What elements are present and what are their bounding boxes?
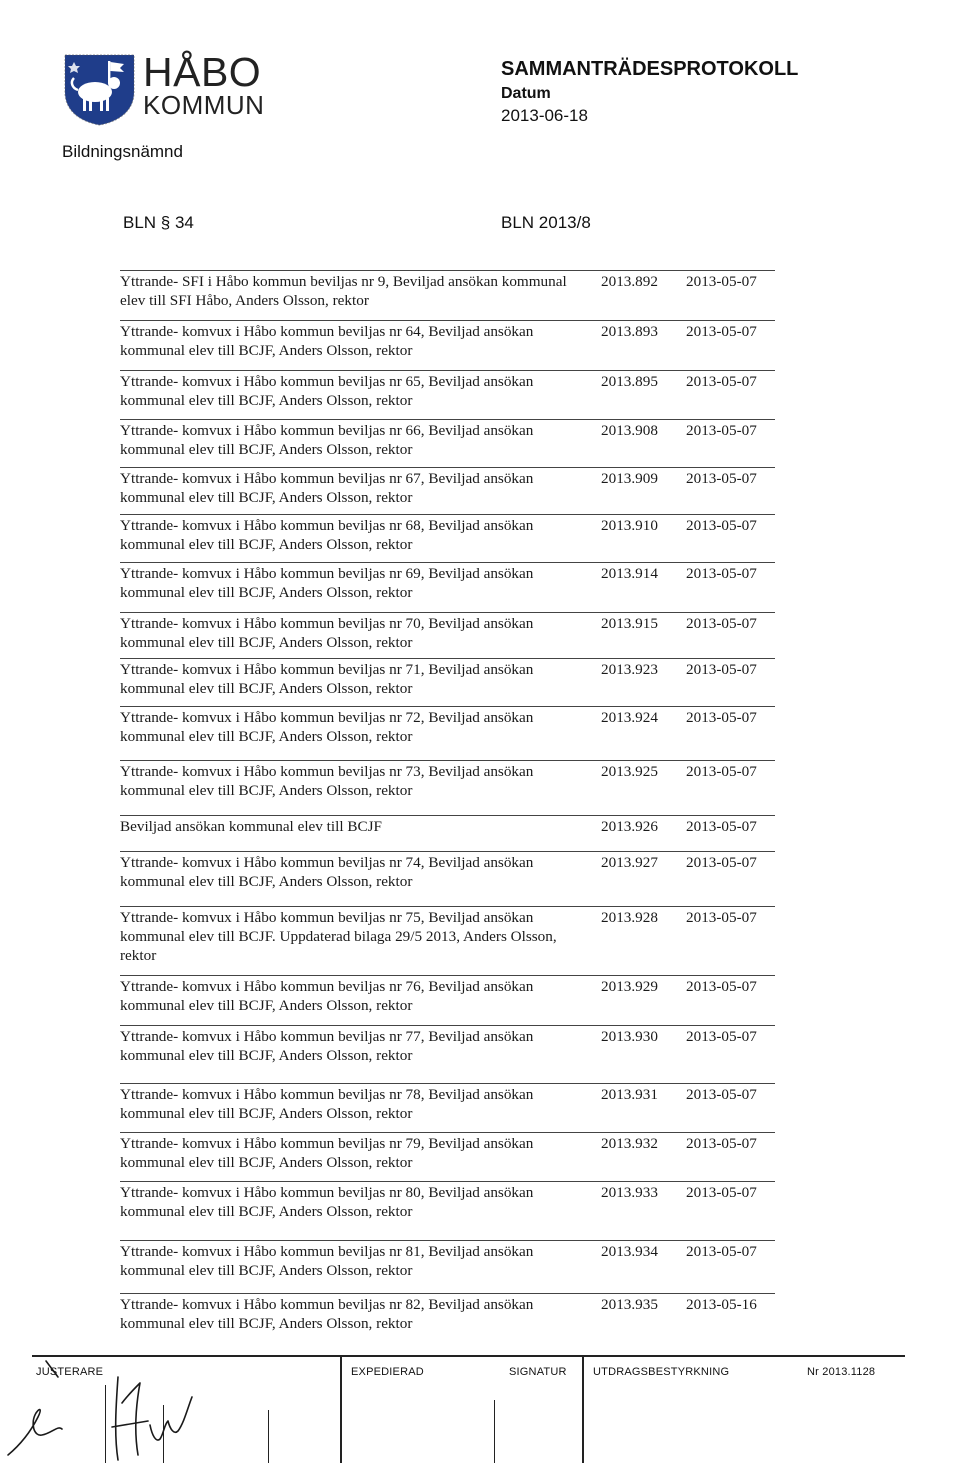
- row-rule: [120, 760, 775, 761]
- row-rule: [120, 270, 775, 271]
- record-date: 2013-05-07: [686, 854, 757, 871]
- record-date: 2013-05-07: [686, 615, 757, 632]
- record-date: 2013-05-16: [686, 1296, 757, 1313]
- record-number: 2013.935: [601, 1296, 658, 1313]
- row-rule: [120, 1181, 775, 1182]
- record-number: 2013.892: [601, 273, 658, 290]
- record-row: [120, 815, 775, 835]
- record-row: [120, 562, 775, 601]
- record-row: [120, 1132, 775, 1171]
- record-number: 2013.926: [601, 818, 658, 835]
- row-rule: [120, 706, 775, 707]
- record-row: [120, 1025, 775, 1064]
- date-label: Datum: [501, 85, 551, 102]
- record-row: [120, 467, 775, 506]
- record-description: Yttrande- komvux i Håbo kommun beviljas nr 67, Beviljad ansökan kommunal elev till BCJF, Anders Olsson, rektor: [120, 470, 534, 506]
- signatur-label: SIGNATUR: [509, 1366, 567, 1378]
- record-number: 2013.925: [601, 763, 658, 780]
- record-description: Yttrande- komvux i Håbo kommun beviljas nr 79, Beviljad ansökan kommunal elev till BCJF, Anders Olsson, rektor: [120, 1135, 534, 1171]
- row-rule: [120, 1132, 775, 1133]
- record-description: Yttrande- komvux i Håbo kommun beviljas nr 82, Beviljad ansökan kommunal elev till BCJF, Anders Olsson, rektor: [120, 1296, 534, 1332]
- record-row: [120, 419, 775, 458]
- row-rule: [120, 320, 775, 321]
- record-description: Yttrande- komvux i Håbo kommun beviljas nr 66, Beviljad ansökan kommunal elev till BCJF, Anders Olsson, rektor: [120, 422, 534, 458]
- row-rule: [120, 815, 775, 816]
- record-row: [120, 1083, 775, 1122]
- record-date: 2013-05-07: [686, 565, 757, 582]
- case-reference: BLN 2013/8: [501, 213, 591, 232]
- section-reference: BLN § 34: [123, 213, 194, 232]
- record-number: 2013.893: [601, 323, 658, 340]
- row-rule: [120, 658, 775, 659]
- record-description: Yttrande- komvux i Håbo kommun beviljas nr 73, Beviljad ansökan kommunal elev till BCJF, Anders Olsson, rektor: [120, 763, 534, 799]
- record-description: Yttrande- komvux i Håbo kommun beviljas nr 72, Beviljad ansökan kommunal elev till BCJF, Anders Olsson, rektor: [120, 709, 534, 745]
- record-description: Yttrande- komvux i Håbo kommun beviljas nr 64, Beviljad ansökan kommunal elev till BCJF, Anders Olsson, rektor: [120, 323, 534, 359]
- record-number: 2013.929: [601, 978, 658, 995]
- record-row: [120, 906, 775, 964]
- row-rule: [120, 1293, 775, 1294]
- footer-divider: [340, 1355, 342, 1463]
- record-number: 2013.923: [601, 661, 658, 678]
- footer-divider: [268, 1410, 269, 1463]
- record-description: Yttrande- komvux i Håbo kommun beviljas nr 74, Beviljad ansökan kommunal elev till BCJF, Anders Olsson, rektor: [120, 854, 534, 890]
- record-row: [120, 370, 775, 409]
- logo-name: HÅBO: [143, 49, 262, 95]
- row-rule: [120, 370, 775, 371]
- record-date: 2013-05-07: [686, 1243, 757, 1260]
- record-number: 2013.930: [601, 1028, 658, 1045]
- record-number: 2013.914: [601, 565, 658, 582]
- row-rule: [120, 851, 775, 852]
- record-description: Yttrande- komvux i Håbo kommun beviljas nr 70, Beviljad ansökan kommunal elev till BCJF, Anders Olsson, rektor: [120, 615, 534, 651]
- row-rule: [120, 467, 775, 468]
- record-date: 2013-05-07: [686, 763, 757, 780]
- record-row: [120, 1293, 775, 1332]
- record-number: 2013.908: [601, 422, 658, 439]
- record-description: Yttrande- komvux i Håbo kommun beviljas nr 77, Beviljad ansökan kommunal elev till BCJF, Anders Olsson, rektor: [120, 1028, 534, 1064]
- record-number: 2013.934: [601, 1243, 658, 1260]
- record-date: 2013-05-07: [686, 978, 757, 995]
- record-description: Yttrande- komvux i Håbo kommun beviljas nr 71, Beviljad ansökan kommunal elev till BCJF, Anders Olsson, rektor: [120, 661, 534, 697]
- record-number: 2013.932: [601, 1135, 658, 1152]
- record-date: 2013-05-07: [686, 517, 757, 534]
- record-date: 2013-05-07: [686, 1086, 757, 1103]
- record-date: 2013-05-07: [686, 470, 757, 487]
- record-date: 2013-05-07: [686, 661, 757, 678]
- record-description: Yttrande- komvux i Håbo kommun beviljas nr 78, Beviljad ansökan kommunal elev till BCJF, Anders Olsson, rektor: [120, 1086, 534, 1122]
- organization-name: Bildningsnämnd: [62, 142, 183, 161]
- record-description: Yttrande- komvux i Håbo kommun beviljas nr 80, Beviljad ansökan kommunal elev till BCJF, Anders Olsson, rektor: [120, 1184, 534, 1220]
- record-row: [120, 1240, 775, 1279]
- row-rule: [120, 562, 775, 563]
- record-description: Yttrande- komvux i Håbo kommun beviljas nr 75, Beviljad ansökan kommunal elev till BCJF. Uppdaterad bilaga 29/5 2013, Anders Olsson, rektor: [120, 909, 557, 964]
- record-date: 2013-05-07: [686, 1135, 757, 1152]
- protocol-number: Nr 2013.1128: [807, 1366, 876, 1378]
- record-row: [120, 975, 775, 1014]
- justerare-label: JUSTERARE: [36, 1366, 104, 1378]
- record-date: 2013-05-07: [686, 709, 757, 726]
- record-date: 2013-05-07: [686, 1028, 757, 1045]
- record-number: 2013.910: [601, 517, 658, 534]
- record-date: 2013-05-07: [686, 373, 757, 390]
- row-rule: [120, 612, 775, 613]
- expedierad-label: EXPEDIERAD: [351, 1366, 424, 1378]
- record-row: [120, 1181, 775, 1220]
- date-value: 2013-06-18: [501, 106, 588, 125]
- record-date: 2013-05-07: [686, 1184, 757, 1201]
- record-description: Yttrande- komvux i Håbo kommun beviljas nr 81, Beviljad ansökan kommunal elev till BCJF, Anders Olsson, rektor: [120, 1243, 534, 1279]
- logo-subtitle: KOMMUN: [143, 90, 265, 120]
- record-description: Yttrande- komvux i Håbo kommun beviljas nr 65, Beviljad ansökan kommunal elev till BCJF, Anders Olsson, rektor: [120, 373, 534, 409]
- record-number: 2013.924: [601, 709, 658, 726]
- record-number: 2013.927: [601, 854, 658, 871]
- footer-divider: [582, 1355, 584, 1463]
- record-row: [120, 658, 775, 697]
- record-description: Beviljad ansökan kommunal elev till BCJF: [120, 818, 382, 835]
- record-date: 2013-05-07: [686, 273, 757, 290]
- record-row: [120, 270, 775, 309]
- record-description: Yttrande- komvux i Håbo kommun beviljas nr 68, Beviljad ansökan kommunal elev till BCJF, Anders Olsson, rektor: [120, 517, 534, 553]
- record-row: [120, 320, 775, 359]
- row-rule: [120, 975, 775, 976]
- row-rule: [120, 1025, 775, 1026]
- record-row: [120, 706, 775, 745]
- document-type: SAMMANTRÄDESPROTOKOLL: [501, 58, 799, 80]
- record-date: 2013-05-07: [686, 818, 757, 835]
- record-number: 2013.928: [601, 909, 658, 926]
- record-date: 2013-05-07: [686, 909, 757, 926]
- record-row: [120, 514, 775, 553]
- record-row: [120, 612, 775, 651]
- record-date: 2013-05-07: [686, 422, 757, 439]
- utdragsbestyrkning-label: UTDRAGSBESTYRKNING: [593, 1366, 730, 1378]
- record-row: [120, 851, 775, 890]
- record-number: 2013.933: [601, 1184, 658, 1201]
- record-number: 2013.909: [601, 470, 658, 487]
- record-description: Yttrande- komvux i Håbo kommun beviljas nr 69, Beviljad ansökan kommunal elev till BCJF, Anders Olsson, rektor: [120, 565, 534, 601]
- row-rule: [120, 1083, 775, 1084]
- record-date: 2013-05-07: [686, 323, 757, 340]
- record-row: [120, 760, 775, 799]
- row-rule: [120, 419, 775, 420]
- row-rule: [120, 906, 775, 907]
- record-number: 2013.931: [601, 1086, 658, 1103]
- footer-divider: [494, 1400, 495, 1463]
- signature-footer: [0, 1355, 960, 1463]
- row-rule: [120, 514, 775, 515]
- handwritten-signature: [0, 1355, 260, 1463]
- record-number: 2013.895: [601, 373, 658, 390]
- record-description: Yttrande- SFI i Håbo kommun beviljas nr 9, Beviljad ansökan kommunal elev till SFI Håbo, Anders Olsson, rektor: [120, 273, 567, 309]
- row-rule: [120, 1240, 775, 1241]
- record-description: Yttrande- komvux i Håbo kommun beviljas nr 76, Beviljad ansökan kommunal elev till BCJF, Anders Olsson, rektor: [120, 978, 534, 1014]
- record-number: 2013.915: [601, 615, 658, 632]
